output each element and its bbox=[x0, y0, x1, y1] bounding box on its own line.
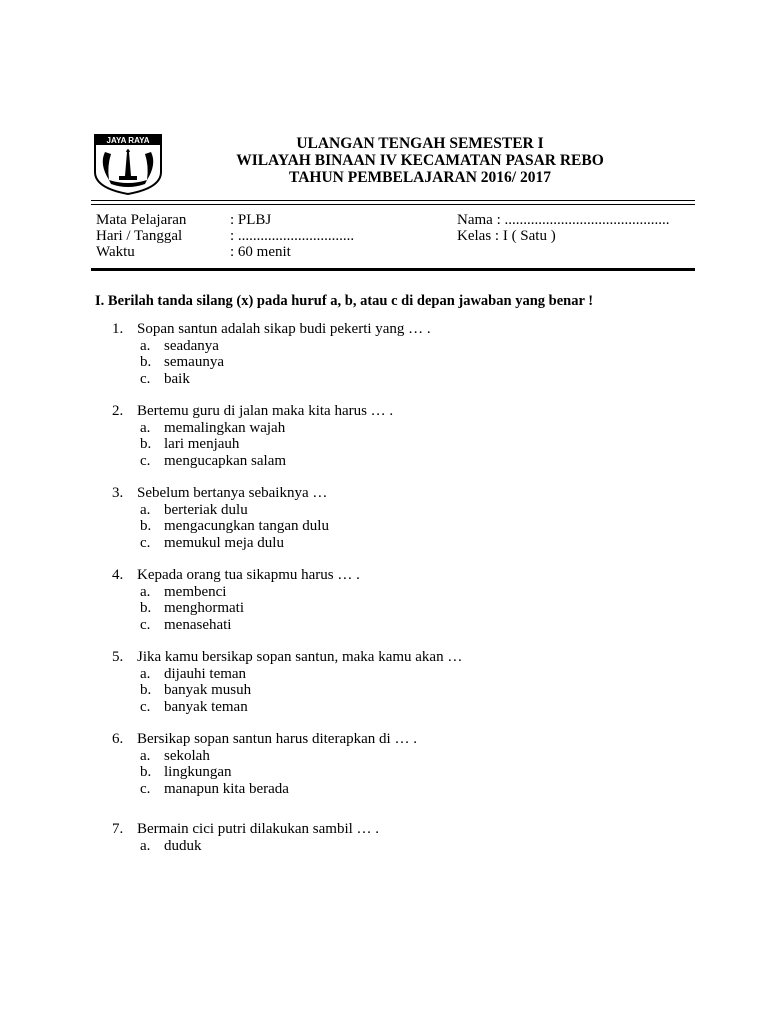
option-letter: b. bbox=[140, 600, 152, 616]
question-text: Sopan santun adalah sikap budi pekerti yang … . bbox=[137, 321, 431, 337]
class-field: Kelas : I ( Satu ) bbox=[457, 228, 556, 244]
exam-title: ULANGAN TENGAH SEMESTER I bbox=[296, 135, 544, 152]
option-text: memalingkan wajah bbox=[164, 419, 286, 436]
exam-year: TAHUN PEMBELAJARAN 2016/ 2017 bbox=[289, 169, 551, 186]
option-letter: c. bbox=[140, 452, 151, 469]
option-letter: b. bbox=[140, 518, 152, 534]
option-letter: c. bbox=[140, 780, 151, 797]
question-list bbox=[112, 321, 712, 870]
question-item bbox=[112, 649, 712, 715]
question-number: 4. bbox=[112, 567, 124, 583]
question-item bbox=[112, 567, 712, 633]
option-letter: a. bbox=[140, 419, 151, 436]
option-text: lari menjauh bbox=[164, 436, 240, 452]
option-text: memukul meja dulu bbox=[164, 534, 284, 551]
section-instruction: I. Berilah tanda silang (x) pada huruf a, b, atau c di depan jawaban yang benar ! bbox=[95, 293, 594, 309]
option-letter: b. bbox=[140, 436, 152, 452]
option-text: manapun kita berada bbox=[164, 780, 289, 797]
option-text: duduk bbox=[164, 837, 202, 854]
option-letter: a. bbox=[140, 747, 151, 764]
option-text: semaunya bbox=[164, 354, 224, 370]
option-letter: c. bbox=[140, 616, 151, 633]
option-letter: a. bbox=[140, 337, 151, 354]
option-text: berteriak dulu bbox=[164, 501, 248, 518]
jaya-raya-logo bbox=[91, 132, 165, 196]
option-letter: c. bbox=[140, 534, 151, 551]
question-number: 5. bbox=[112, 649, 124, 665]
exam-region: WILAYAH BINAAN IV KECAMATAN PASAR REBO bbox=[236, 152, 604, 169]
question-number: 6. bbox=[112, 731, 124, 747]
info-divider bbox=[91, 268, 695, 271]
option-text: banyak musuh bbox=[164, 682, 252, 698]
option-text: seadanya bbox=[164, 337, 219, 354]
time-value: : 60 menit bbox=[230, 244, 291, 260]
option-letter: a. bbox=[140, 583, 151, 600]
date-value: : ............................... bbox=[230, 228, 355, 244]
option-text: banyak teman bbox=[164, 698, 248, 715]
option-text: menasehati bbox=[164, 616, 232, 633]
question-text: Sebelum bertanya sebaiknya … bbox=[137, 485, 328, 501]
question-text: Jika kamu bersikap sopan santun, maka kamu akan … bbox=[137, 649, 463, 665]
option-text: mengacungkan tangan dulu bbox=[164, 518, 329, 534]
question-text: Bersikap sopan santun harus diterapkan di … . bbox=[137, 731, 417, 747]
subject-label: Mata Pelajaran bbox=[96, 212, 187, 228]
subject-value: : PLBJ bbox=[230, 212, 272, 228]
option-letter: b. bbox=[140, 682, 152, 698]
option-letter: a. bbox=[140, 837, 151, 854]
option-letter: b. bbox=[140, 354, 152, 370]
coat-of-arms-icon bbox=[91, 132, 165, 196]
option-text: lingkungan bbox=[164, 764, 232, 780]
exam-header bbox=[160, 135, 680, 186]
option-letter: b. bbox=[140, 764, 152, 780]
question-item bbox=[112, 821, 712, 854]
option-letter: a. bbox=[140, 501, 151, 518]
header-divider bbox=[91, 200, 695, 205]
student-info bbox=[96, 212, 716, 260]
name-field: Nama : ............................................ bbox=[457, 212, 670, 228]
option-letter: c. bbox=[140, 698, 151, 715]
question-number: 7. bbox=[112, 821, 124, 837]
question-number: 2. bbox=[112, 403, 124, 419]
option-text: membenci bbox=[164, 583, 227, 600]
question-item bbox=[112, 321, 712, 387]
option-text: dijauhi teman bbox=[164, 665, 247, 682]
option-text: baik bbox=[164, 370, 190, 387]
option-text: sekolah bbox=[164, 747, 210, 764]
option-text: mengucapkan salam bbox=[164, 452, 287, 469]
question-item bbox=[112, 485, 712, 551]
date-label: Hari / Tanggal bbox=[96, 228, 183, 244]
question-number: 1. bbox=[112, 321, 124, 337]
question-text: Bermain cici putri dilakukan sambil … . bbox=[137, 821, 380, 837]
option-text: menghormati bbox=[164, 600, 244, 616]
question-item bbox=[112, 731, 712, 797]
option-letter: c. bbox=[140, 370, 151, 387]
option-letter: a. bbox=[140, 665, 151, 682]
question-item bbox=[112, 403, 712, 469]
question-text: Kepada orang tua sikapmu harus … . bbox=[137, 567, 360, 583]
question-number: 3. bbox=[112, 485, 124, 501]
logo-text: JAYA RAYA bbox=[106, 136, 150, 145]
time-label: Waktu bbox=[96, 244, 135, 260]
question-text: Bertemu guru di jalan maka kita harus … . bbox=[137, 403, 394, 419]
